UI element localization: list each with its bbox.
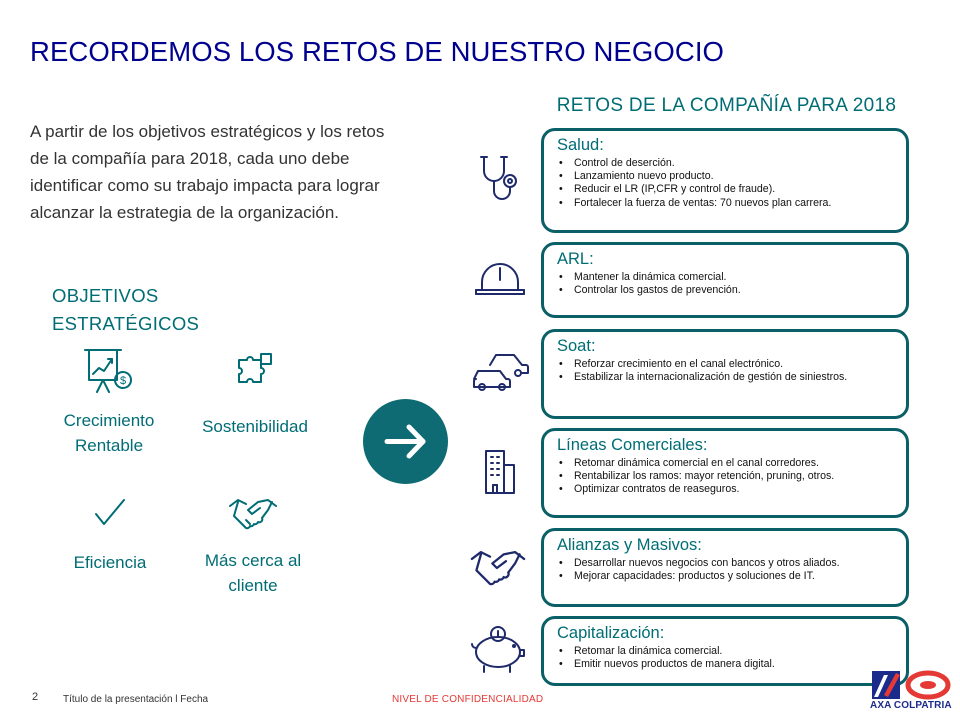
challenges-title: RETOS DE LA COMPAÑÍA PARA 2018 [556,95,897,116]
footer-text: Título de la presentación l Fecha [63,694,209,705]
cars-icon [470,349,530,391]
card-bullets [557,271,896,297]
card-title: Salud: [557,136,604,154]
challenge-card-lineas-comerciales [541,428,909,518]
objective-eficiencia [50,494,170,575]
axa-colpatria-logo-icon [866,665,960,720]
list-item: • Rentabilizar los ramos: mayor retención, pruning, otros. [557,470,896,483]
building-icon [484,449,516,495]
puzzle-icon [235,350,275,390]
list-item: • Controlar los gastos de prevención. [557,284,896,297]
handshake-icon [228,492,278,536]
challenge-card-soat [541,329,909,419]
card-bullets [557,645,896,671]
intro-paragraph: A partir de los objetivos estratégicos y los retos de la compañía para 2018, cada uno debe identificar como su trabajo impacta para lograr alcanzar la estrategia de la organización. [30,122,385,222]
objective-cliente [180,492,326,598]
list-item: • Retomar dinámica comercial en el canal corredores. [557,457,896,470]
list-item: • Emitir nuevos productos de manera digital. [557,658,896,671]
list-item: • Mantener la dinámica comercial. [557,271,896,284]
list-item: • Desarrollar nuevos negocios con bancos y otros aliados. [557,557,896,570]
arrow-right-icon [363,399,448,484]
challenge-card-alianzas [541,528,909,607]
logo-text: AXA COLPATRIA [870,700,952,711]
challenge-card-salud [541,128,909,233]
hard-hat-icon [474,262,526,298]
objective-label: Sostenibilidad [202,417,308,436]
card-title: Líneas Comerciales: [557,436,708,454]
card-title: Soat: [557,337,596,355]
card-title: ARL: [557,250,594,268]
list-item: • Optimizar contratos de reaseguros. [557,483,896,496]
handshake-icon [468,543,528,593]
growth-chart-icon [81,346,137,398]
card-title: Capitalización: [557,624,665,642]
card-title: Alianzas y Masivos: [557,536,702,554]
objective-label: Crecimiento Rentable [63,411,155,455]
list-item: • Mejorar capacidades: productos y soluciones de IT. [557,570,896,583]
list-item: • Lanzamiento nuevo producto. [557,170,896,183]
page-number: 2 [32,691,39,703]
list-item: • Reducir el LR (IP,CFR y control de fraude). [557,183,896,196]
objective-label: Más cerca al cliente [204,551,302,595]
list-item: • Control de deserción. [557,157,896,170]
list-item: • Retomar la dinámica comercial. [557,645,896,658]
objective-label: Eficiencia [73,553,147,572]
card-bullets [557,457,896,497]
checkmark-icon [90,494,130,530]
objectives-title: OBJETIVOS ESTRATÉGICOS [52,285,200,334]
challenge-card-capitalizacion [541,616,909,686]
list-item: • Estabilizar la internacionalización de gestión de siniestros. [557,371,896,384]
list-item: • Reforzar crecimiento en el canal electrónico. [557,358,896,371]
card-bullets [557,358,896,384]
stethoscope-icon [476,153,524,205]
card-bullets [557,557,896,583]
objective-sostenibilidad [180,350,330,439]
challenge-card-arl [541,242,909,318]
card-bullets [557,157,896,210]
piggy-bank-icon [468,624,528,674]
page-title: RECORDEMOS LOS RETOS DE NUESTRO NEGOCIO [30,36,725,67]
svg-text:$: $ [119,375,127,387]
objective-crecimiento [40,346,178,458]
confidentiality-label: NIVEL DE CONFIDENCIALIDAD [392,694,544,705]
list-item: • Fortalecer la fuerza de ventas: 70 nuevos plan carrera. [557,197,896,210]
